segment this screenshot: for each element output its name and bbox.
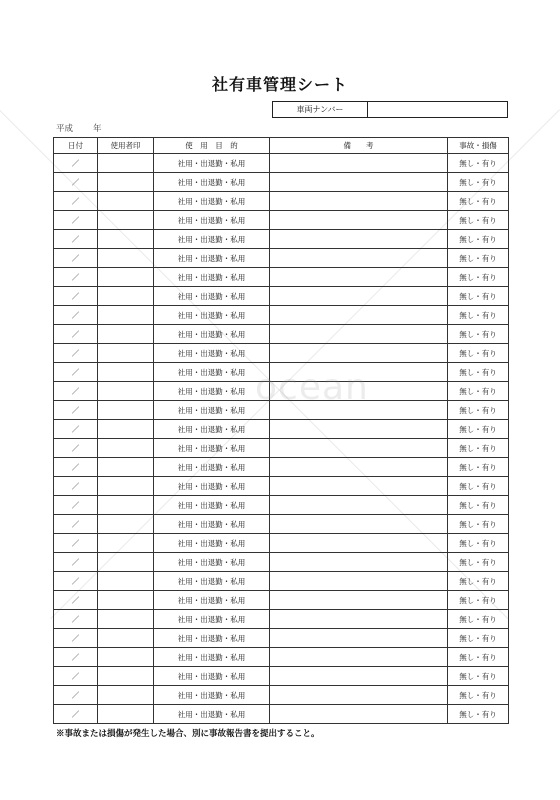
user-seal-cell[interactable] bbox=[98, 306, 154, 325]
table-row bbox=[54, 686, 509, 705]
table-row bbox=[54, 401, 509, 420]
purpose-cell[interactable]: 社用・出退勤・私用 bbox=[154, 325, 270, 344]
user-seal-cell[interactable] bbox=[98, 667, 154, 686]
notes-cell[interactable] bbox=[270, 553, 448, 572]
purpose-cell[interactable]: 社用・出退勤・私用 bbox=[154, 572, 270, 591]
user-seal-cell[interactable] bbox=[98, 553, 154, 572]
accident-cell[interactable]: 無し・有り bbox=[448, 496, 509, 515]
date-cell[interactable]: ／ bbox=[54, 705, 98, 724]
purpose-cell[interactable]: 社用・出退勤・私用 bbox=[154, 667, 270, 686]
date-cell[interactable]: ／ bbox=[54, 211, 98, 230]
table-header-row bbox=[54, 138, 509, 154]
table-row bbox=[54, 306, 509, 325]
table-row bbox=[54, 344, 509, 363]
table-row bbox=[54, 211, 509, 230]
table-row bbox=[54, 420, 509, 439]
accident-cell[interactable]: 無し・有り bbox=[448, 344, 509, 363]
user-seal-cell[interactable] bbox=[98, 401, 154, 420]
table-row bbox=[54, 363, 509, 382]
vehicle-number-box bbox=[272, 101, 508, 118]
notes-cell[interactable] bbox=[270, 667, 448, 686]
user-seal-cell[interactable] bbox=[98, 629, 154, 648]
header-user-seal: 使用者印 bbox=[98, 138, 154, 154]
date-cell[interactable]: ／ bbox=[54, 382, 98, 401]
accident-cell[interactable]: 無し・有り bbox=[448, 648, 509, 667]
purpose-cell[interactable]: 社用・出退勤・私用 bbox=[154, 515, 270, 534]
user-seal-cell[interactable] bbox=[98, 230, 154, 249]
notes-cell[interactable] bbox=[270, 192, 448, 211]
user-seal-cell[interactable] bbox=[98, 382, 154, 401]
notes-cell[interactable] bbox=[270, 515, 448, 534]
user-seal-cell[interactable] bbox=[98, 211, 154, 230]
notes-cell[interactable] bbox=[270, 591, 448, 610]
purpose-cell[interactable]: 社用・出退勤・私用 bbox=[154, 154, 270, 173]
notes-cell[interactable] bbox=[270, 154, 448, 173]
notes-cell[interactable] bbox=[270, 230, 448, 249]
date-cell[interactable]: ／ bbox=[54, 572, 98, 591]
notes-cell[interactable] bbox=[270, 401, 448, 420]
date-cell[interactable]: ／ bbox=[54, 401, 98, 420]
notes-cell[interactable] bbox=[270, 325, 448, 344]
purpose-cell[interactable]: 社用・出退勤・私用 bbox=[154, 420, 270, 439]
user-seal-cell[interactable] bbox=[98, 648, 154, 667]
user-seal-cell[interactable] bbox=[98, 325, 154, 344]
purpose-cell[interactable]: 社用・出退勤・私用 bbox=[154, 363, 270, 382]
notes-cell[interactable] bbox=[270, 458, 448, 477]
table-row bbox=[54, 230, 509, 249]
notes-cell[interactable] bbox=[270, 173, 448, 192]
accident-cell[interactable]: 無し・有り bbox=[448, 325, 509, 344]
table-row bbox=[54, 705, 509, 724]
notes-cell[interactable] bbox=[270, 287, 448, 306]
date-cell[interactable]: ／ bbox=[54, 648, 98, 667]
accident-cell[interactable]: 無し・有り bbox=[448, 458, 509, 477]
purpose-cell[interactable]: 社用・出退勤・私用 bbox=[154, 211, 270, 230]
purpose-cell[interactable]: 社用・出退勤・私用 bbox=[154, 230, 270, 249]
accident-cell[interactable]: 無し・有り bbox=[448, 686, 509, 705]
date-cell[interactable]: ／ bbox=[54, 515, 98, 534]
user-seal-cell[interactable] bbox=[98, 572, 154, 591]
notes-cell[interactable] bbox=[270, 534, 448, 553]
user-seal-cell[interactable] bbox=[98, 344, 154, 363]
accident-cell[interactable]: 無し・有り bbox=[448, 572, 509, 591]
user-seal-cell[interactable] bbox=[98, 268, 154, 287]
table-row bbox=[54, 553, 509, 572]
user-seal-cell[interactable] bbox=[98, 287, 154, 306]
table-row bbox=[54, 382, 509, 401]
accident-cell[interactable]: 無し・有り bbox=[448, 173, 509, 192]
date-cell[interactable]: ／ bbox=[54, 287, 98, 306]
purpose-cell[interactable]: 社用・出退勤・私用 bbox=[154, 686, 270, 705]
purpose-cell[interactable]: 社用・出退勤・私用 bbox=[154, 591, 270, 610]
date-cell[interactable]: ／ bbox=[54, 477, 98, 496]
date-cell[interactable]: ／ bbox=[54, 629, 98, 648]
table-row bbox=[54, 515, 509, 534]
date-cell[interactable]: ／ bbox=[54, 363, 98, 382]
notes-cell[interactable] bbox=[270, 648, 448, 667]
purpose-cell[interactable]: 社用・出退勤・私用 bbox=[154, 192, 270, 211]
accident-cell[interactable]: 無し・有り bbox=[448, 211, 509, 230]
table-row bbox=[54, 591, 509, 610]
user-seal-cell[interactable] bbox=[98, 173, 154, 192]
purpose-cell[interactable]: 社用・出退勤・私用 bbox=[154, 268, 270, 287]
purpose-cell[interactable]: 社用・出退勤・私用 bbox=[154, 534, 270, 553]
era-year-line bbox=[56, 122, 102, 134]
table-row bbox=[54, 629, 509, 648]
user-seal-cell[interactable] bbox=[98, 705, 154, 724]
era-label: 平成 bbox=[56, 124, 74, 134]
purpose-cell[interactable]: 社用・出退勤・私用 bbox=[154, 629, 270, 648]
table-row bbox=[54, 648, 509, 667]
vehicle-log-table bbox=[53, 137, 509, 724]
header-purpose: 使 用 目 的 bbox=[154, 138, 270, 154]
table-row bbox=[54, 496, 509, 515]
purpose-cell[interactable]: 社用・出退勤・私用 bbox=[154, 382, 270, 401]
user-seal-cell[interactable] bbox=[98, 363, 154, 382]
notes-cell[interactable] bbox=[270, 610, 448, 629]
notes-cell[interactable] bbox=[270, 211, 448, 230]
date-cell[interactable]: ／ bbox=[54, 192, 98, 211]
accident-cell[interactable]: 無し・有り bbox=[448, 230, 509, 249]
accident-cell[interactable]: 無し・有り bbox=[448, 439, 509, 458]
accident-cell[interactable]: 無し・有り bbox=[448, 382, 509, 401]
user-seal-cell[interactable] bbox=[98, 477, 154, 496]
user-seal-cell[interactable] bbox=[98, 534, 154, 553]
date-cell[interactable]: ／ bbox=[54, 686, 98, 705]
user-seal-cell[interactable] bbox=[98, 249, 154, 268]
date-cell[interactable]: ／ bbox=[54, 591, 98, 610]
date-cell[interactable]: ／ bbox=[54, 325, 98, 344]
purpose-cell[interactable]: 社用・出退勤・私用 bbox=[154, 477, 270, 496]
purpose-cell[interactable]: 社用・出退勤・私用 bbox=[154, 306, 270, 325]
notes-cell[interactable] bbox=[270, 439, 448, 458]
user-seal-cell[interactable] bbox=[98, 420, 154, 439]
purpose-cell[interactable]: 社用・出退勤・私用 bbox=[154, 496, 270, 515]
date-cell[interactable]: ／ bbox=[54, 249, 98, 268]
vehicle-number-label: 車両ナンバー bbox=[273, 102, 368, 117]
table-row bbox=[54, 477, 509, 496]
user-seal-cell[interactable] bbox=[98, 610, 154, 629]
date-cell[interactable]: ／ bbox=[54, 154, 98, 173]
notes-cell[interactable] bbox=[270, 249, 448, 268]
user-seal-cell[interactable] bbox=[98, 686, 154, 705]
purpose-cell[interactable]: 社用・出退勤・私用 bbox=[154, 401, 270, 420]
year-label: 年 bbox=[93, 124, 102, 134]
date-cell[interactable]: ／ bbox=[54, 420, 98, 439]
notes-cell[interactable] bbox=[270, 344, 448, 363]
notes-cell[interactable] bbox=[270, 572, 448, 591]
accident-cell[interactable]: 無し・有り bbox=[448, 534, 509, 553]
table-row bbox=[54, 154, 509, 173]
table-row bbox=[54, 287, 509, 306]
date-cell[interactable]: ／ bbox=[54, 553, 98, 572]
accident-cell[interactable]: 無し・有り bbox=[448, 667, 509, 686]
purpose-cell[interactable]: 社用・出退勤・私用 bbox=[154, 249, 270, 268]
accident-cell[interactable]: 無し・有り bbox=[448, 268, 509, 287]
date-cell[interactable]: ／ bbox=[54, 496, 98, 515]
table-row bbox=[54, 192, 509, 211]
user-seal-cell[interactable] bbox=[98, 591, 154, 610]
date-cell[interactable]: ／ bbox=[54, 268, 98, 287]
table-row bbox=[54, 534, 509, 553]
notes-cell[interactable] bbox=[270, 496, 448, 515]
accident-cell[interactable]: 無し・有り bbox=[448, 306, 509, 325]
date-cell[interactable]: ／ bbox=[54, 173, 98, 192]
notes-cell[interactable] bbox=[270, 629, 448, 648]
footnote: ※事故または損傷が発生した場合、別に事故報告書を提出すること。 bbox=[56, 729, 320, 739]
table-row bbox=[54, 667, 509, 686]
date-cell[interactable]: ／ bbox=[54, 610, 98, 629]
accident-cell[interactable]: 無し・有り bbox=[448, 420, 509, 439]
notes-cell[interactable] bbox=[270, 420, 448, 439]
table-row bbox=[54, 572, 509, 591]
date-cell[interactable]: ／ bbox=[54, 534, 98, 553]
purpose-cell[interactable]: 社用・出退勤・私用 bbox=[154, 648, 270, 667]
accident-cell[interactable]: 無し・有り bbox=[448, 553, 509, 572]
date-cell[interactable]: ／ bbox=[54, 306, 98, 325]
accident-cell[interactable]: 無し・有り bbox=[448, 705, 509, 724]
accident-cell[interactable]: 無し・有り bbox=[448, 287, 509, 306]
purpose-cell[interactable]: 社用・出退勤・私用 bbox=[154, 344, 270, 363]
accident-cell[interactable]: 無し・有り bbox=[448, 192, 509, 211]
purpose-cell[interactable]: 社用・出退勤・私用 bbox=[154, 173, 270, 192]
user-seal-cell[interactable] bbox=[98, 458, 154, 477]
table-row bbox=[54, 439, 509, 458]
accident-cell[interactable]: 無し・有り bbox=[448, 610, 509, 629]
date-cell[interactable]: ／ bbox=[54, 458, 98, 477]
accident-cell[interactable]: 無し・有り bbox=[448, 249, 509, 268]
watermark-text: ocean bbox=[255, 367, 369, 408]
notes-cell[interactable] bbox=[270, 705, 448, 724]
notes-cell[interactable] bbox=[270, 477, 448, 496]
purpose-cell[interactable]: 社用・出退勤・私用 bbox=[154, 458, 270, 477]
purpose-cell[interactable]: 社用・出退勤・私用 bbox=[154, 553, 270, 572]
user-seal-cell[interactable] bbox=[98, 154, 154, 173]
user-seal-cell[interactable] bbox=[98, 439, 154, 458]
accident-cell[interactable]: 無し・有り bbox=[448, 591, 509, 610]
date-cell[interactable]: ／ bbox=[54, 344, 98, 363]
table-row bbox=[54, 249, 509, 268]
purpose-cell[interactable]: 社用・出退勤・私用 bbox=[154, 287, 270, 306]
header-notes: 備 考 bbox=[270, 138, 448, 154]
table-row bbox=[54, 173, 509, 192]
user-seal-cell[interactable] bbox=[98, 515, 154, 534]
accident-cell[interactable]: 無し・有り bbox=[448, 401, 509, 420]
accident-cell[interactable]: 無し・有り bbox=[448, 363, 509, 382]
table-body bbox=[54, 154, 509, 724]
user-seal-cell[interactable] bbox=[98, 496, 154, 515]
table-row bbox=[54, 610, 509, 629]
vehicle-number-field[interactable] bbox=[368, 102, 507, 117]
page-title: 社有車管理シート bbox=[211, 75, 348, 94]
user-seal-cell[interactable] bbox=[98, 192, 154, 211]
purpose-cell[interactable]: 社用・出退勤・私用 bbox=[154, 705, 270, 724]
table-row bbox=[54, 268, 509, 287]
table-row bbox=[54, 325, 509, 344]
notes-cell[interactable] bbox=[270, 306, 448, 325]
notes-cell[interactable] bbox=[270, 363, 448, 382]
accident-cell[interactable]: 無し・有り bbox=[448, 515, 509, 534]
notes-cell[interactable] bbox=[270, 268, 448, 287]
header-date: 日付 bbox=[54, 138, 98, 154]
table-row bbox=[54, 458, 509, 477]
notes-cell[interactable] bbox=[270, 382, 448, 401]
notes-cell[interactable] bbox=[270, 686, 448, 705]
purpose-cell[interactable]: 社用・出退勤・私用 bbox=[154, 610, 270, 629]
date-cell[interactable]: ／ bbox=[54, 230, 98, 249]
accident-cell[interactable]: 無し・有り bbox=[448, 154, 509, 173]
date-cell[interactable]: ／ bbox=[54, 667, 98, 686]
accident-cell[interactable]: 無し・有り bbox=[448, 629, 509, 648]
accident-cell[interactable]: 無し・有り bbox=[448, 477, 509, 496]
date-cell[interactable]: ／ bbox=[54, 439, 98, 458]
header-accident: 事故・損傷 bbox=[448, 138, 509, 154]
purpose-cell[interactable]: 社用・出退勤・私用 bbox=[154, 439, 270, 458]
